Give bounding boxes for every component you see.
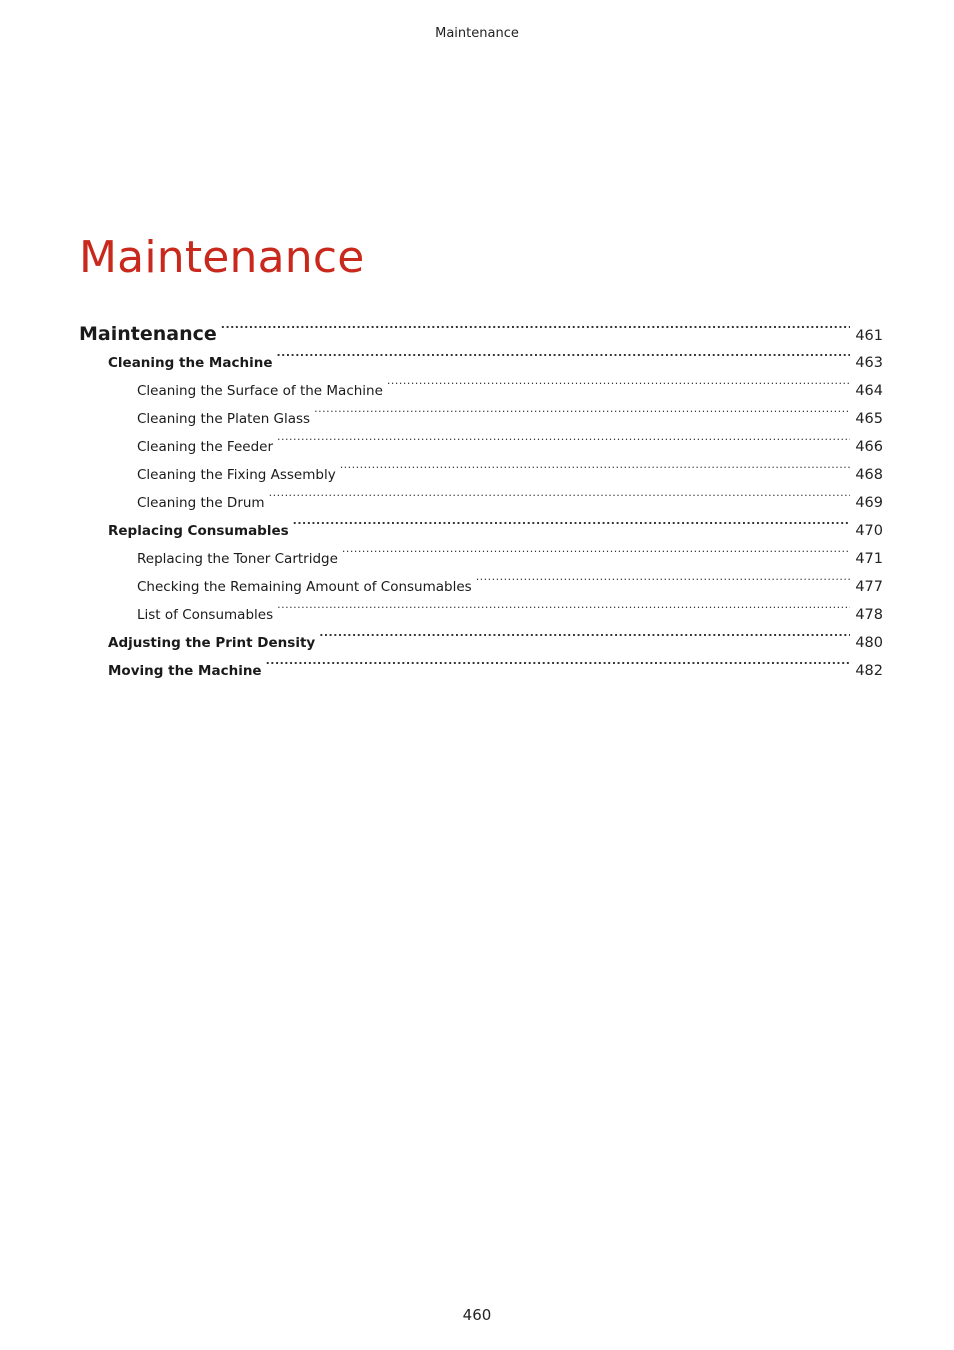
toc-leader-dots [476, 578, 851, 592]
toc-leader-dots [319, 634, 850, 648]
toc-entry-label: Cleaning the Surface of the Machine [137, 383, 383, 399]
toc-entry-cleaning-the-machine[interactable] [79, 349, 883, 377]
toc-entry-label: List of Consumables [137, 607, 274, 623]
toc-entry-label: Cleaning the Feeder [137, 439, 273, 455]
toc-leader-dots [314, 410, 850, 424]
toc-entry-replacing-consumables[interactable] [79, 517, 883, 545]
toc-entry-page: 461 [855, 328, 883, 344]
toc-entry-cleaning-fixing-assembly[interactable] [79, 461, 883, 489]
toc-leader-dots [266, 662, 851, 676]
toc-entry-label: Cleaning the Drum [137, 495, 265, 511]
toc-entry-label: Maintenance [79, 323, 217, 345]
toc-entry-label: Cleaning the Platen Glass [137, 411, 311, 427]
toc-leader-dots [387, 382, 850, 396]
chapter-title: Maintenance [79, 232, 365, 283]
toc-entry-replacing-toner-cartridge[interactable] [79, 545, 883, 573]
toc-entry-page: 471 [855, 551, 883, 567]
toc-entry-label: Checking the Remaining Amount of Consumables [137, 579, 472, 595]
toc-entry-page: 478 [855, 607, 883, 623]
toc-entry-label: Moving the Machine [108, 663, 262, 679]
toc-leader-dots [269, 494, 851, 508]
toc-entry-page: 463 [855, 355, 883, 371]
toc-entry-label: Replacing Consumables [108, 523, 289, 539]
toc-entry-page: 482 [855, 663, 883, 679]
toc-entry-cleaning-feeder[interactable] [79, 433, 883, 461]
toc-entry-cleaning-drum[interactable] [79, 489, 883, 517]
toc-entry-page: 470 [855, 523, 883, 539]
toc-entry-page: 465 [855, 411, 883, 427]
toc-entry-adjusting-print-density[interactable] [79, 629, 883, 657]
toc-entry-checking-remaining-amount[interactable] [79, 573, 883, 601]
toc-leader-dots [342, 550, 850, 564]
toc-leader-dots [277, 606, 850, 620]
toc-entry-page: 469 [855, 495, 883, 511]
toc-entry-moving-the-machine[interactable] [79, 657, 883, 685]
toc-leader-dots [221, 321, 851, 340]
toc-entry-page: 480 [855, 635, 883, 651]
toc-entry-cleaning-platen-glass[interactable] [79, 405, 883, 433]
toc-entry-list-of-consumables[interactable] [79, 601, 883, 629]
toc-entry-maintenance[interactable] [79, 319, 883, 349]
page-number: 460 [462, 1306, 492, 1324]
toc-leader-dots [277, 438, 850, 452]
table-of-contents [79, 319, 883, 685]
toc-entry-page: 466 [855, 439, 883, 455]
toc-entry-label: Replacing the Toner Cartridge [137, 551, 338, 567]
toc-entry-cleaning-surface[interactable] [79, 377, 883, 405]
toc-entry-label: Cleaning the Fixing Assembly [137, 467, 336, 483]
toc-entry-label: Cleaning the Machine [108, 355, 273, 371]
toc-entry-page: 464 [855, 383, 883, 399]
toc-entry-page: 477 [855, 579, 883, 595]
toc-entry-label: Adjusting the Print Density [108, 635, 316, 651]
toc-leader-dots [293, 522, 851, 536]
toc-leader-dots [340, 466, 851, 480]
toc-entry-page: 468 [855, 467, 883, 483]
running-header: Maintenance [435, 26, 519, 41]
toc-leader-dots [277, 354, 851, 368]
